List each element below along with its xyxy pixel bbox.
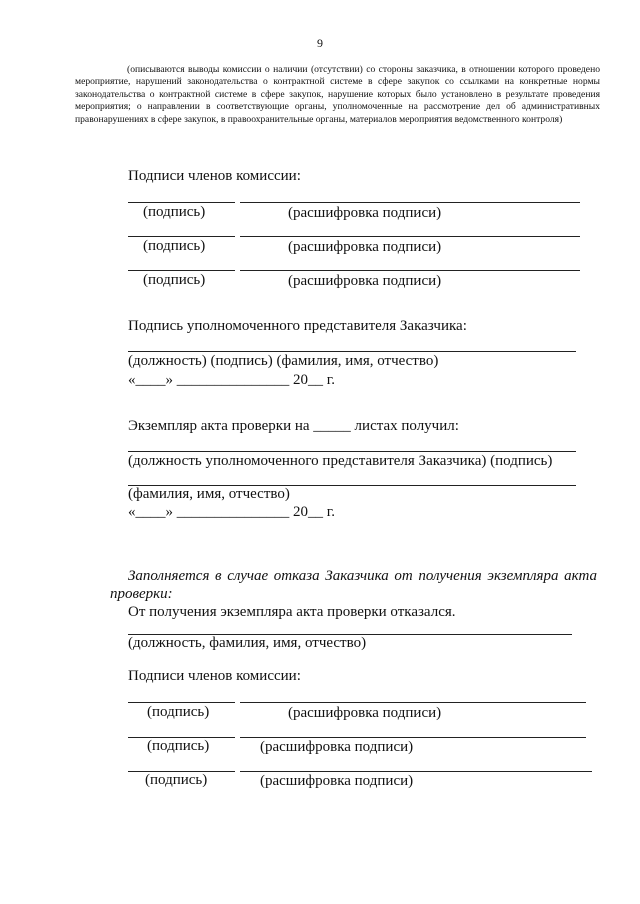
refusal-caption: (должность, фамилия, имя, отчество) [128,635,367,651]
signature-line [128,202,235,203]
copy-received-caption-position: (должность уполномоченного представителя Заказчика) (подпись) [128,453,553,469]
copy-received-heading: Экземпляр акта проверки на _____ листах получил: [128,418,459,434]
commission-signatures-heading: Подписи членов комиссии: [128,168,301,184]
representative-date: «____» _______________ 20__ г. [128,372,335,388]
signature-caption: (подпись) [145,772,208,788]
commission-signatures-heading: Подписи членов комиссии: [128,668,301,684]
decoding-caption: (расшифровка подписи) [260,773,414,789]
refusal-note: Заполняется в случае отказа Заказчика от получения экземпляра акта проверки: [110,568,597,602]
signature-caption: (подпись) [143,204,206,220]
signature-line [128,270,235,271]
signature-line [128,236,235,237]
signature-caption: (подпись) [147,738,210,754]
decoding-caption: (расшифровка подписи) [288,273,442,289]
decoding-line [240,771,592,772]
copy-received-date: «____» _______________ 20__ г. [128,504,335,520]
decoding-caption: (расшифровка подписи) [288,705,442,721]
copy-received-line [128,451,576,452]
signature-caption: (подпись) [143,238,206,254]
instructions-note: (описываются выводы комиссии о наличии (отсутствии) со стороны заказчика, в отношении которого проведено мероприятие, нарушений законодательства о контрактной системе в сфере закупок со ссылками на конкретные нормы законодательства о контрактной системе в сфере закупок, нарушение которых было установлено в результате проведения мероприятия; о направлении в соответствующие органы, уполномоченные на рассмотрение дел об административных правонарушениях в сфере закупок, в правоохранительные органы, материалов мероприятия ведомственного контроля) [75,64,600,125]
representative-caption: (должность) (подпись) (фамилия, имя, отчество) [128,353,439,369]
representative-heading: Подпись уполномоченного представителя Заказчика: [128,318,467,334]
decoding-line [240,270,580,271]
decoding-line [240,702,586,703]
signature-caption: (подпись) [147,704,210,720]
decoding-line [240,737,586,738]
refusal-statement: От получения экземпляра акта проверки отказался. [128,604,456,620]
decoding-caption: (расшифровка подписи) [288,205,442,221]
signature-line [128,702,235,703]
copy-received-caption-name: (фамилия, имя, отчество) [128,486,290,502]
decoding-caption: (расшифровка подписи) [288,239,442,255]
signature-caption: (подпись) [143,272,206,288]
page-number: 9 [317,36,323,50]
representative-line [128,351,576,352]
decoding-line [240,202,580,203]
decoding-line [240,236,580,237]
decoding-caption: (расшифровка подписи) [260,739,414,755]
